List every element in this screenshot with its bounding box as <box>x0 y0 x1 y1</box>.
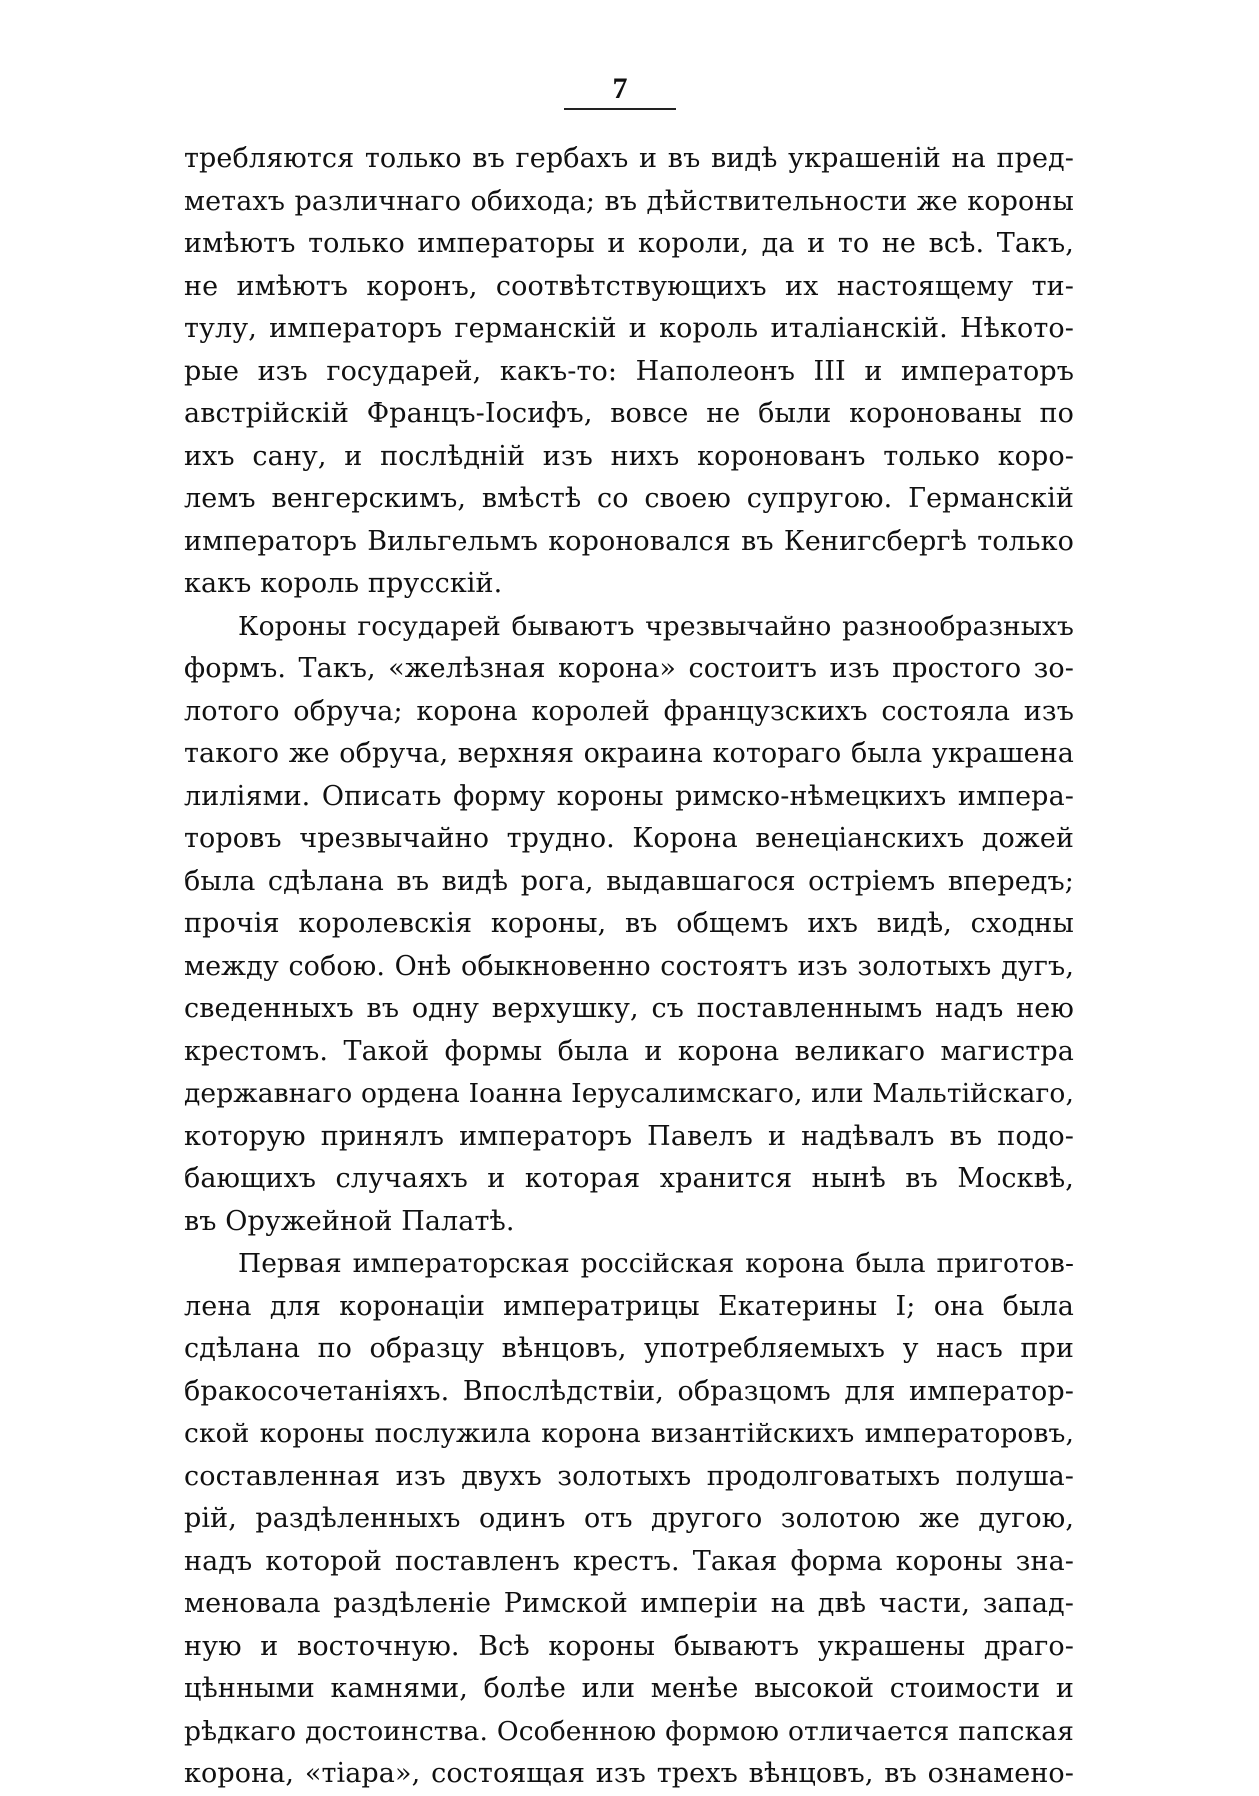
page-header <box>560 72 680 110</box>
text-line: лена для коронаціи императрицы Екатерины I; она была <box>184 1290 1074 1322</box>
text-line: бракосочетаніяхъ. Впослѣдствіи, образцомъ для император- <box>184 1375 1074 1407</box>
text-line: прочія королевскія короны, въ общемъ ихъ видѣ, сходны <box>184 908 1074 939</box>
text-line: такого же обруча, верхняя окраина котораго была украшена <box>184 738 1074 769</box>
text-line: между собою. Онѣ обыкновенно состоятъ изъ золотыхъ дугъ, <box>184 950 1074 982</box>
body-text <box>184 138 1074 1796</box>
text-line: рѣдкаго достоинства. Особенною формою отличается папская <box>184 1715 1074 1747</box>
text-line: имѣютъ только императоры и короли, да и то не всѣ. Такъ, <box>184 228 1074 259</box>
text-line: метахъ различнаго обихода; въ дѣйствительности же короны <box>184 185 1074 217</box>
text-line: сведенныхъ въ одну верхушку, съ поставленнымъ надъ нею <box>184 993 1074 1024</box>
text-line: сдѣлана по образцу вѣнцовъ, употребляемыхъ у насъ при <box>184 1333 1074 1364</box>
text-line: торовъ чрезвычайно трудно. Корона венеціанскихъ дожей <box>184 823 1074 854</box>
text-line: крестомъ. Такой формы была и корона великаго магистра <box>184 1035 1074 1067</box>
text-line: лемъ венгерскимъ, вмѣстѣ со своею супругою. Германскій <box>184 483 1074 514</box>
text-line: Короны государей бываютъ чрезвычайно разнообразныхъ <box>238 610 1074 642</box>
text-line: составленная изъ двухъ золотыхъ продолговатыхъ полуша- <box>184 1460 1074 1492</box>
paragraph <box>184 1243 1074 1796</box>
text-line: бающихъ случаяхъ и которая хранится нынѣ въ Москвѣ, <box>184 1163 1074 1194</box>
text-line: лиліями. Описать форму короны римско-нѣмецкихъ импера- <box>184 780 1074 812</box>
text-line: державнаго ордена Іоанна Іерусалимскаго, или Мальтійскаго, <box>184 1078 1074 1109</box>
text-line: Первая императорская россійская корона была приготов- <box>238 1248 1074 1279</box>
text-line: въ Оружейной Палатѣ. <box>184 1205 515 1237</box>
text-line: императоръ Вильгельмъ короновался въ Кенигсбергѣ только <box>184 525 1074 557</box>
text-line: не имѣютъ коронъ, соотвѣтствующихъ их настоящему ти- <box>184 270 1074 302</box>
text-line: лотого обруча; корона королей французскихъ состояла изъ <box>184 695 1074 727</box>
text-line: ихъ сану, и послѣдній изъ нихъ коронованъ только коро- <box>184 440 1074 472</box>
text-line: тулу, императоръ германскій и король италіанскій. Нѣкото- <box>184 313 1074 344</box>
text-line: ской короны послужила корона византійскихъ императоровъ, <box>184 1418 1074 1449</box>
text-line: цѣнными камнями, болѣе или менѣе высокой стоимости и <box>184 1673 1074 1704</box>
text-line: рые изъ государей, какъ-то: Наполеонъ III и императоръ <box>184 355 1074 387</box>
text-line: была сдѣлана въ видѣ рога, выдавшагося остріемъ впередъ; <box>184 865 1074 897</box>
text-line: формъ. Такъ, «желѣзная корона» состоитъ изъ простого зо- <box>184 653 1074 684</box>
text-line: австрійскій Францъ-Іосифъ, вовсе не были коронованы по <box>184 398 1074 429</box>
text-line: меновала раздѣленіе Римской имперіи на двѣ части, запад- <box>184 1588 1074 1619</box>
text-line: требляются только въ гербахъ и въ видѣ украшеній на пред- <box>184 143 1074 174</box>
paragraph <box>184 138 1074 606</box>
text-line: надъ которой поставленъ крестъ. Такая форма короны зна- <box>184 1545 1074 1577</box>
paragraph <box>184 606 1074 1244</box>
text-line: которую принялъ императоръ Павелъ и надѣвалъ въ подо- <box>184 1120 1074 1152</box>
text-line: какъ король прусскій. <box>184 568 503 599</box>
text-line: ную и восточную. Всѣ короны бываютъ украшены драго- <box>184 1630 1074 1662</box>
text-line: рій, раздѣленныхъ одинъ отъ другого золотою же дугою, <box>184 1503 1074 1534</box>
text-line: корона, «тіара», состоящая изъ трехъ вѣнцовъ, въ ознамено- <box>184 1758 1074 1789</box>
page-number-rule <box>564 108 676 110</box>
page-number: 7 <box>612 72 628 105</box>
